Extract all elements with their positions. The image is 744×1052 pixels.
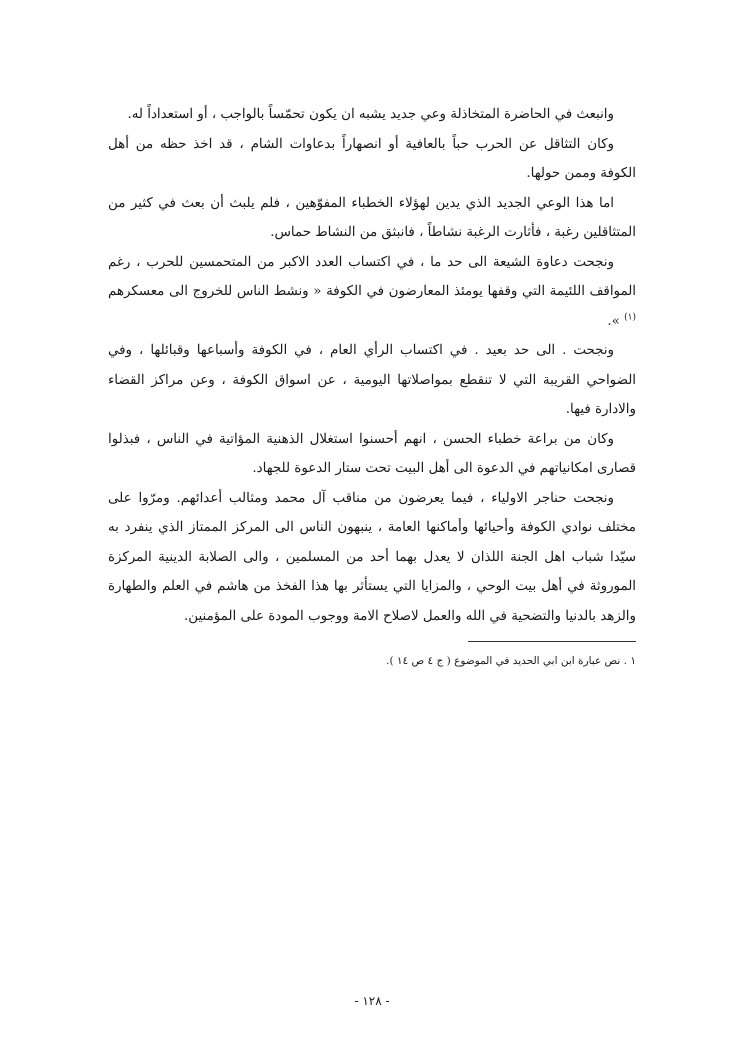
paragraph-6: وكان من براعة خطباء الحسن ، انهم أحسنوا استغلال الذهنية المؤاتية في الناس ، فبذلوا قصارى امكانياتهم في الدعوة الى أهل البيت تحت ستار الدعوة للجهاد.: [108, 431, 636, 476]
page-number: - ١٢٨ -: [354, 994, 390, 1008]
paragraph-7: ونجحت حناجر الاولياء ، فيما يعرضون من مناقب آل محمد ومثالب أعدائهم. ومرّوا على مختلف نوادي الكوفة وأحيائها وأماكنها العامة ، ينبهون الناس الى المركز الممتاز الذي ينفرد به سيّدا شباب اهل الجنة اللذان لا يعدل بهما أحد من المسلمين ، والى الصلابة الدينية المركزة الموروثة في أهل بيت الوحي ، والمزايا التي يستأثر بها هذا الفخذ من هاشم في العلم والطهارة والزهد بالدنيا والتضحية في الله والعمل لاصلاح الامة ووجوب المودة على المؤمنين.: [108, 490, 636, 624]
paragraph-2: وكان التثاقل عن الحرب حباً بالعافية أو انصهاراً بدعاوات الشام ، قد اخذ حظه من أهل الكوفة وممن حولها.: [108, 136, 636, 181]
paragraph-4: [108, 248, 636, 337]
paragraph-1: وانبعث في الحاضرة المتخاذلة وعي جديد يشبه ان يكون تحمّساً بالواجب ، أو استعداداً له.: [127, 107, 614, 122]
paragraph-3: اما هذا الوعي الجديد الذي يدين لهؤلاء الخطباء المفوّهين ، فلم يلبث أن بعث في كثير من المتثاقلين رغبة ، فأثارت الرغبة نشاطاً ، فانبثق من النشاط حماس.: [108, 195, 636, 240]
footnote-reference[interactable]: (١): [624, 312, 636, 323]
paragraph-4-closing: ».: [607, 313, 625, 329]
paragraph-4-text: ونجحت دعاوة الشيعة الى حد ما ، في اكتساب العدد الاكبر من المتحمسين للحرب ، رغم المواقف اللئيمة التي وقفها يومئذ المعارضون في الكوفة « ونشط الناس للخروج الى معسكرهم: [108, 254, 636, 299]
footnote: ١ . نص عبارة ابن ابي الحديد في الموضوع ( ج ٤ ص ١٤ ).: [386, 655, 636, 667]
footnote-divider: [468, 641, 636, 642]
paragraph-5: ونجحت . الى حد بعيد . في اكتساب الرأي العام ، في الكوفة وأسباعها وقبائلها ، وفي الضواحي القريبة التي لا تنقطع بمواصلاتها اليومية ، عن اسواق الكوفة ، وعن مراكز القضاء والادارة فيها.: [108, 343, 636, 417]
page-body: [108, 100, 636, 672]
